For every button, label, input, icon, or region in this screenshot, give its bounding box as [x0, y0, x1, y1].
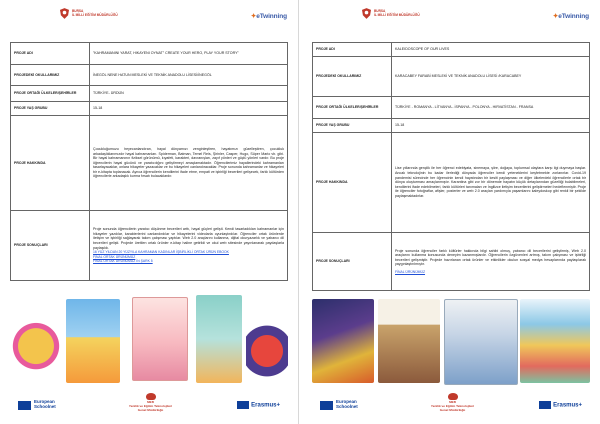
table-row: [11, 116, 288, 211]
photo-collage-1: [378, 299, 440, 383]
final-product-link[interactable]: FİNAL ORTAK ÜRÜNÜMÜZ: [93, 254, 136, 259]
final-product-link-2[interactable]: FİNAL ORTAK ÜRÜNÜMÜZ İN ŞARK 5: [93, 259, 153, 264]
photo-hero-2: [246, 303, 288, 383]
page-divider: [298, 0, 299, 424]
row-value: KARACABEY FARABİ MESLEKİ VE TEKNİK ANADOLU LİSESİ /KARACABEY: [392, 57, 590, 97]
meb-logo-icon: [362, 8, 371, 19]
table-row: [11, 65, 288, 86]
meb-mark-icon: [146, 393, 156, 400]
erasmus-logo: Erasmus+: [237, 401, 280, 409]
row-label: PROJE SONUÇLARI: [313, 233, 392, 291]
row-value: 15-18: [90, 102, 288, 116]
row-label: PROJEDEKİ OKULLARIMIZ: [313, 57, 392, 97]
table-row: [313, 233, 590, 291]
row-value: Proje sonunda öğrenciler farklı kültürler hakkında bilgi sahibi olmuş, yabancı dil becerilerini geliştirmiş, Web 2.0 araçlarını kullanma konusunda deneyim kazanmışlardır. Öğrencilerin özgüvenleri artmış, takım çalışması ve işbirliği becerileri gelişmiştir. Projede hazırlanan ortak ürünler ve etkinlikler okulun sosyal medya hesaplarında paylaşılarak yaygınlaştırılmıştır. FİNAL ÜRÜNÜMÜZ: [392, 233, 590, 291]
row-label: PROJEDEKİ OKULLARIMIZ: [11, 65, 90, 86]
eu-flag-icon: [18, 401, 31, 410]
european-schoolnet-logo: European Schoolnet: [336, 399, 358, 409]
table-row: [313, 133, 590, 233]
yeg-logo: MEB Yenilik ve Eğitim Teknolojileri Genel Müdürlüğü: [128, 393, 173, 412]
table-row: [313, 119, 590, 133]
row-value: Proje sonunda öğrencilerin yaratıcı düşünme becerileri arttı, hayal güçleri gelişti. Kendi tasarladıkları kahramanlar için hikayeler yazdılar, karakterlerini canlandırdılar ve hikayelerini videolarla oyunlaştırdılar. Öğrenciler ortak ürünlerde iletişim ve işbirliği sağlayarak takım çalışması yaptılar. Web 2.0 araçlarını kullanma, dijital okuryazarlık ve yabancı dil becerileri gelişti. Projede üretilen ortak ürünler e-kitap haline getirildi ve okul web sitesinde yayınlanarak paydaşlarla paylaşıldı. 16 YÜZ YILDAN 20 YÜZYILA KAHRAMAN KADINLAR İŞBİRLİKLİ ORTAK ÜRÜN EBOOK FİNAL ORTAK ÜRÜNÜMÜZ FİNAL ORTAK ÜRÜNÜMÜZ İN ŞARK 5: [90, 211, 288, 281]
etwinning-logo: ✦eTwinning: [552, 13, 589, 20]
footer: [312, 391, 590, 421]
footer: [10, 391, 288, 421]
project-table: [312, 42, 590, 291]
photo-poster-2: [196, 295, 242, 383]
meb-logo-icon: [60, 8, 69, 19]
ebook-link[interactable]: 16 YÜZ YILDAN 20 YÜZYILA KAHRAMAN KADINLAR İŞBİRLİKLİ ORTAK ÜRÜN EBOOK: [93, 250, 229, 255]
photo-book-cover: [132, 297, 188, 381]
table-row: [313, 57, 590, 97]
table-row: [11, 86, 288, 102]
table-row: [313, 97, 590, 119]
photo-kaleidoscope-2: [520, 299, 590, 383]
row-value: İNEGÖL NENE HATUN MESLEKİ VE TEKNİK ANADOLU LİSESİ/İNEGÖL: [90, 65, 288, 86]
eu-flag-icon: [237, 401, 249, 409]
row-value: TÜRKİYE - ROMANYA - LİTVANYA - İSPANYA - POLONYA - HIRVATİSTAN - FRANSA: [392, 97, 590, 119]
row-value: Çocukluğumuzu heyecanlandıran, hayal dünyamızı zenginleştiren, hayatımızı güzelleştiren, çocukluk arkadaşlıklarımızdır hayal kahramanları. Spiderman, Batman, Temel Reis, Şirinler, Casper, Hugo, Süper Mario vb. gibi. Bir hayal kahramanının fiziksel görünümü, kıyafeti, karakteri, davranışları, zayıf yönleri ve güçlü yönleri vardır. Bu proje öğrencilerin hayal gücünü ve yaratıcılığını geliştirmeyi amaçlamaktadır. Öğrencilerimiz hayallerindeki kahramanları tasarlayacaklar, onlara hikayeler yazacaklar ve bu hikayeleri canlandıracaklar. Proje sonunda kahramanlar ve hikayeleri bir e-kitapta toplanacak. Ayrıca öğrencilerin kendilerini ifade etme, empati ve işbirliği becerileri gelişecek, farklı kültürden öğrencilerle arkadaşlık kurma fırsatı bulacaklardır.: [90, 116, 288, 211]
row-value: 15-18: [392, 119, 590, 133]
project-photos: [312, 293, 590, 385]
european-schoolnet-logo: European Schoolnet: [34, 399, 56, 409]
eu-flag-icon: [539, 401, 551, 409]
row-label: PROJE HAKKINDA: [11, 116, 90, 211]
project-table: [10, 42, 288, 281]
moe-title: BURSA İL MİLLİ EĞİTİM MÜDÜRLÜĞÜ: [72, 9, 118, 17]
table-row: [11, 43, 288, 65]
eu-flag-icon: [320, 401, 333, 410]
photo-hero-circle: [10, 301, 62, 383]
left-page: [2, 2, 295, 422]
moe-title: BURSA İL MİLLİ EĞİTİM MÜDÜRLÜĞÜ: [374, 9, 420, 17]
row-value: KALEIDOSCOPE OF OUR LIVES: [392, 43, 590, 57]
project-photos: [10, 293, 288, 385]
row-label: PROJE YAŞ GRUBU: [313, 119, 392, 133]
yeg-logo: MEB Yenilik ve Eğitim Teknolojileri Genel Müdürlüğü: [430, 393, 475, 412]
right-page: [304, 2, 597, 422]
photo-poster-1: [66, 299, 120, 383]
row-label: PROJE HAKKINDA: [313, 133, 392, 233]
meb-mark-icon: [448, 393, 458, 400]
photo-kaleidoscope-1: [312, 299, 374, 383]
row-label: PROJE SONUÇLARI: [11, 211, 90, 281]
row-value: "KAHRAMANINI YARAT, HIKAYENI OYNAT" CREATE YOUR HERO, PLAY YOUR STORY": [90, 43, 288, 65]
row-label: PROJE ADI: [313, 43, 392, 57]
photo-poster-3: [444, 299, 518, 385]
erasmus-logo: Erasmus+: [539, 401, 582, 409]
row-label: PROJE ORTAĞI ÜLKELER/ŞEHİRLER: [313, 97, 392, 119]
row-label: PROJE ADI: [11, 43, 90, 65]
table-row: [313, 43, 590, 57]
row-value: Lise yıllarında gençlik ile her öğrenci edebiyata, sinemaya, şiire, doğaya, toplumsal olaylara karşı ilgi duymaya başlar. Ancak teknolojinin bu kadar ilerlediği dünyada öğrenciler kendi yeteneklerini keşfetmekte zorlanırlar. Covid-19 pandemisi sürecinde her öğrencinin kendi hayatından bir kesiti paylaşması ve diğer ülkelerdeki öğrencilerle ortak bir dünya oluşturması amaçlanmıştır. Karantina gibi zor bir dönemde hayatın küçük detaylarından güzelliği bulabilmeleri, kendilerini ifade edebilmeleri, farklı kültürleri tanımaları ve İngilizce iletişim becerilerini geliştirmeleri hedeflenmiştir. Proje ile öğrenciler fotoğraflar, afişler, posterler ve web 2.0 araçları yardımıyla yaşamlarını kaleydoskop gibi renkli bir şekilde paylaşmaktadırlar.: [392, 133, 590, 233]
row-value: TÜRKİYE- ÜRDÜN: [90, 86, 288, 102]
table-row: [11, 211, 288, 281]
row-label: PROJE YAŞ GRUBU: [11, 102, 90, 116]
etwinning-logo: ✦eTwinning: [250, 13, 287, 20]
row-label: PROJE ORTAĞI ÜLKELER/ŞEHİRLER: [11, 86, 90, 102]
table-row: [11, 102, 288, 116]
final-product-link[interactable]: FİNAL ÜRÜNÜMÜZ: [395, 269, 426, 274]
